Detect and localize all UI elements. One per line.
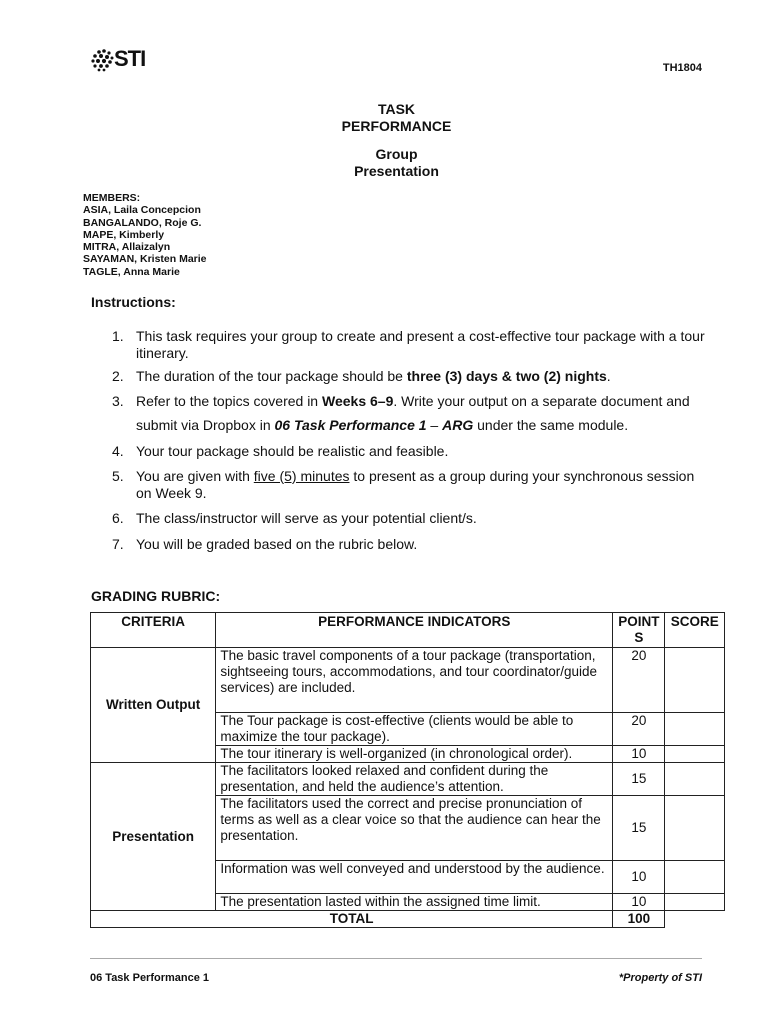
footer-left-text: 06 Task Performance 1 <box>90 972 210 984</box>
indicator-cell: The presentation lasted within the assigned time limit. <box>216 894 613 911</box>
item-text: The duration of the tour package should be three (3) days & two (2) nights. <box>136 368 611 384</box>
score-cell[interactable] <box>665 894 725 911</box>
title-line-1: TASK <box>377 101 416 117</box>
item-number: 4. <box>112 443 124 459</box>
item-text: This task requires your group to create and present a cost-effective tour package with a tour itinerary. <box>136 328 705 361</box>
points-cell: 10 <box>613 861 665 894</box>
item-number: 1. <box>112 328 124 344</box>
points-cell: 10 <box>613 894 665 911</box>
indicator-cell: The basic travel components of a tour package (transportation, sightseeing tours, accommodations, and tour coordinator/guide services) are included. <box>216 648 613 713</box>
total-label: TOTAL <box>91 911 613 928</box>
table-row <box>91 648 725 713</box>
member-name: TAGLE, Anna Marie <box>83 265 180 278</box>
total-score-spacer <box>665 911 725 928</box>
indicator-cell: The facilitators used the correct and precise pronunciation of terms as well as a clear voice so that the audience can hear the presentation. <box>216 796 613 861</box>
member-name: ASIA, Laila Concepcion <box>83 204 201 217</box>
score-cell[interactable] <box>665 713 725 746</box>
item-number: 3. <box>112 393 124 409</box>
instruction-item <box>112 443 712 460</box>
member-name: SAYAMAN, Kristen Marie <box>83 253 207 266</box>
instruction-item <box>112 536 712 553</box>
instruction-item <box>112 510 712 527</box>
item-number: 2. <box>112 368 124 384</box>
item-number: 5. <box>112 468 124 484</box>
indicator-cell: Information was well conveyed and understood by the audience. <box>216 861 613 894</box>
indicator-cell: The Tour package is cost-effective (clients would be able to maximize the tour package). <box>216 713 613 746</box>
points-cell: 20 <box>613 648 665 713</box>
points-cell: 15 <box>613 763 665 796</box>
item-text: Refer to the topics covered in Weeks 6–9. Write your output on a separate document and submit via Dropbox in 06 Task Performance 1 – ARG under the same module. <box>136 393 690 433</box>
header-points: POINT S <box>613 613 665 648</box>
total-row <box>91 911 725 928</box>
subtitle-line-2: Presentation <box>354 163 439 179</box>
score-cell[interactable] <box>665 861 725 894</box>
indicator-cell: The facilitators looked relaxed and confident during the presentation, and held the audience’s attention. <box>216 763 613 796</box>
criteria-presentation: Presentation <box>91 763 216 911</box>
member-name: MAPE, Kimberly <box>83 228 165 241</box>
document-code: TH1804 <box>662 62 702 74</box>
indicator-cell: The tour itinerary is well-organized (in chronological order). <box>216 746 613 763</box>
table-row <box>91 763 725 796</box>
instruction-item <box>112 468 712 501</box>
item-text: The class/instructor will serve as your potential client/s. <box>136 510 477 526</box>
grading-rubric-table <box>90 612 725 928</box>
member-name: MITRA, Allaizalyn <box>83 241 171 254</box>
footer-divider <box>90 958 702 959</box>
instruction-item <box>112 328 712 361</box>
total-points: 100 <box>613 911 665 928</box>
instructions-heading: Instructions: <box>91 294 176 310</box>
item-number: 6. <box>112 510 124 526</box>
logo-text: STI <box>114 46 146 71</box>
points-cell: 15 <box>613 796 665 861</box>
score-cell[interactable] <box>665 648 725 713</box>
header-indicators: PERFORMANCE INDICATORS <box>216 613 613 648</box>
item-text: You will be graded based on the rubric below. <box>136 536 418 552</box>
members-list <box>83 192 207 278</box>
members-label: MEMBERS: <box>83 192 141 204</box>
instruction-item <box>112 393 712 434</box>
rubric-heading: GRADING RUBRIC: <box>91 588 221 604</box>
member-name: BANGALANDO, Roje G. <box>83 216 202 229</box>
instruction-item <box>112 368 712 385</box>
points-cell: 20 <box>613 713 665 746</box>
item-text: Your tour package should be realistic and feasible. <box>136 443 449 459</box>
item-text: You are given with five (5) minutes to present as a group during your synchronous session on Week 9. <box>136 468 695 501</box>
subtitle-line-1: Group <box>375 146 418 162</box>
points-cell: 10 <box>613 746 665 763</box>
score-cell[interactable] <box>665 763 725 796</box>
item-number: 7. <box>112 536 124 552</box>
score-cell[interactable] <box>665 796 725 861</box>
footer-right-text: *Property of STI <box>618 972 702 984</box>
header-score: SCORE <box>665 613 725 648</box>
criteria-written-output: Written Output <box>91 648 216 763</box>
title-line-2: PERFORMANCE <box>341 118 452 134</box>
header-criteria: CRITERIA <box>91 613 216 648</box>
table-header-row <box>91 613 725 648</box>
globe-icon <box>90 47 116 73</box>
sti-logo <box>90 46 150 76</box>
score-cell[interactable] <box>665 746 725 763</box>
